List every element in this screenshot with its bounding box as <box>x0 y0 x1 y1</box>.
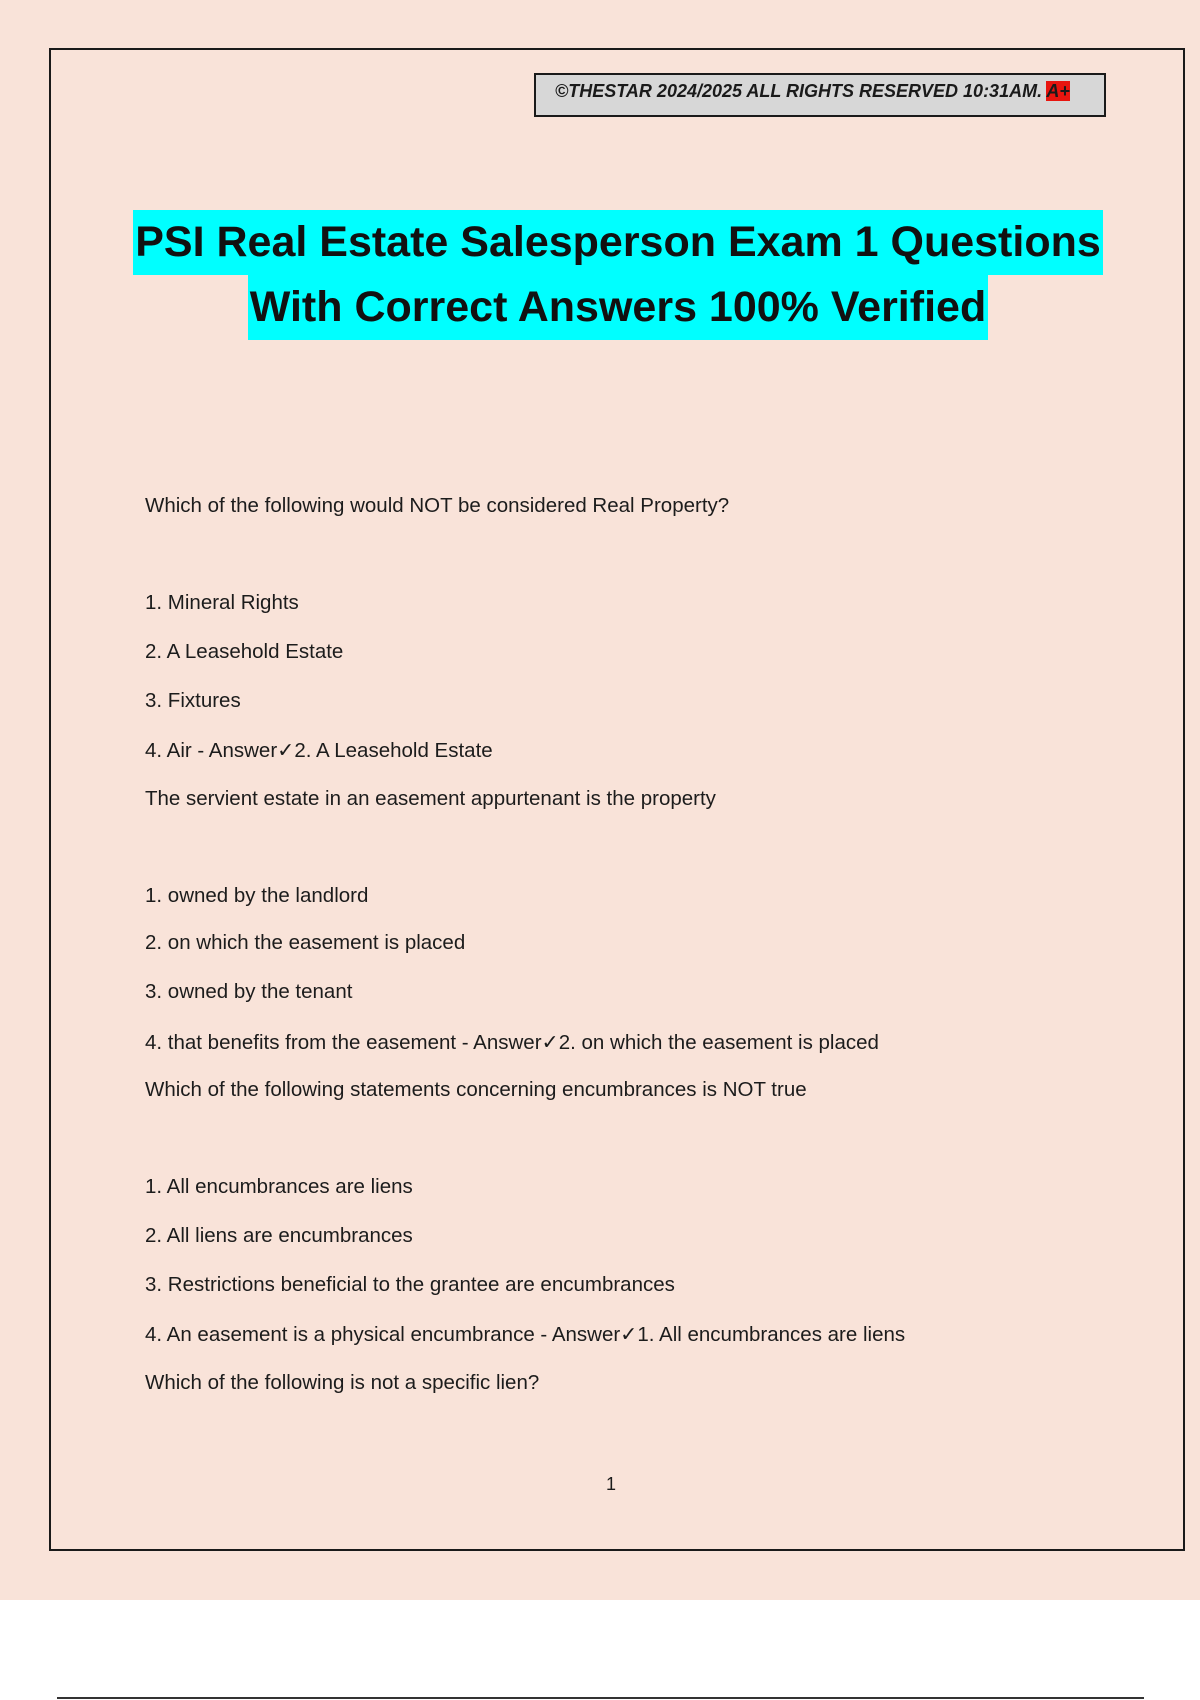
answer-option: 4. An easement is a physical encumbrance <box>145 1323 535 1346</box>
title-line-1: PSI Real Estate Salesperson Exam 1 Questions <box>133 210 1103 275</box>
copyright-banner <box>534 73 1106 117</box>
answer-option: 1. Mineral Rights <box>145 591 299 614</box>
answer-option: 2. All liens are encumbrances <box>145 1224 413 1247</box>
answer-marker: - Answer✓ <box>456 1031 559 1054</box>
answer-marker: - Answer✓ <box>534 1323 638 1346</box>
answer-option: 4. Air <box>145 739 192 762</box>
answer-option: 2. A Leasehold Estate <box>145 640 344 663</box>
answer-option: 3. Restrictions beneficial to the grantee are encumbrances <box>145 1273 675 1296</box>
footer-divider <box>57 1697 1144 1699</box>
document-title <box>0 210 1200 340</box>
correct-answer: 1. All encumbrances are liens <box>637 1323 906 1346</box>
answer-option-with-key <box>145 738 493 763</box>
page-number: 1 <box>606 1474 617 1494</box>
copyright-text: ©THESTAR 2024/2025 ALL RIGHTS RESERVED 10:31AM. <box>555 81 1043 101</box>
answer-option: 3. owned by the tenant <box>145 980 353 1003</box>
answer-option: 1. All encumbrances are liens <box>145 1175 413 1198</box>
correct-answer: 2. on which the easement is placed <box>558 1031 879 1054</box>
answer-option: 3. Fixtures <box>145 689 241 712</box>
question-prompt: Which of the following is not a specific lien? <box>145 1371 540 1394</box>
grade-badge: A+ <box>1046 81 1070 101</box>
title-line-2: With Correct Answers 100% Verified <box>248 275 988 340</box>
answer-marker: - Answer✓ <box>191 739 295 762</box>
correct-answer: 2. A Leasehold Estate <box>294 739 493 762</box>
answer-option: 1. owned by the landlord <box>145 884 369 907</box>
answer-option: 4. that benefits from the easement <box>145 1031 457 1054</box>
answer-option-with-key <box>145 1322 905 1347</box>
question-prompt: The servient estate in an easement appurtenant is the property <box>145 787 716 810</box>
answer-option: 2. on which the easement is placed <box>145 931 466 954</box>
question-prompt: Which of the following statements concerning encumbrances is NOT true <box>145 1078 807 1101</box>
answer-option-with-key <box>145 1030 879 1055</box>
question-prompt: Which of the following would NOT be considered Real Property? <box>145 494 730 517</box>
